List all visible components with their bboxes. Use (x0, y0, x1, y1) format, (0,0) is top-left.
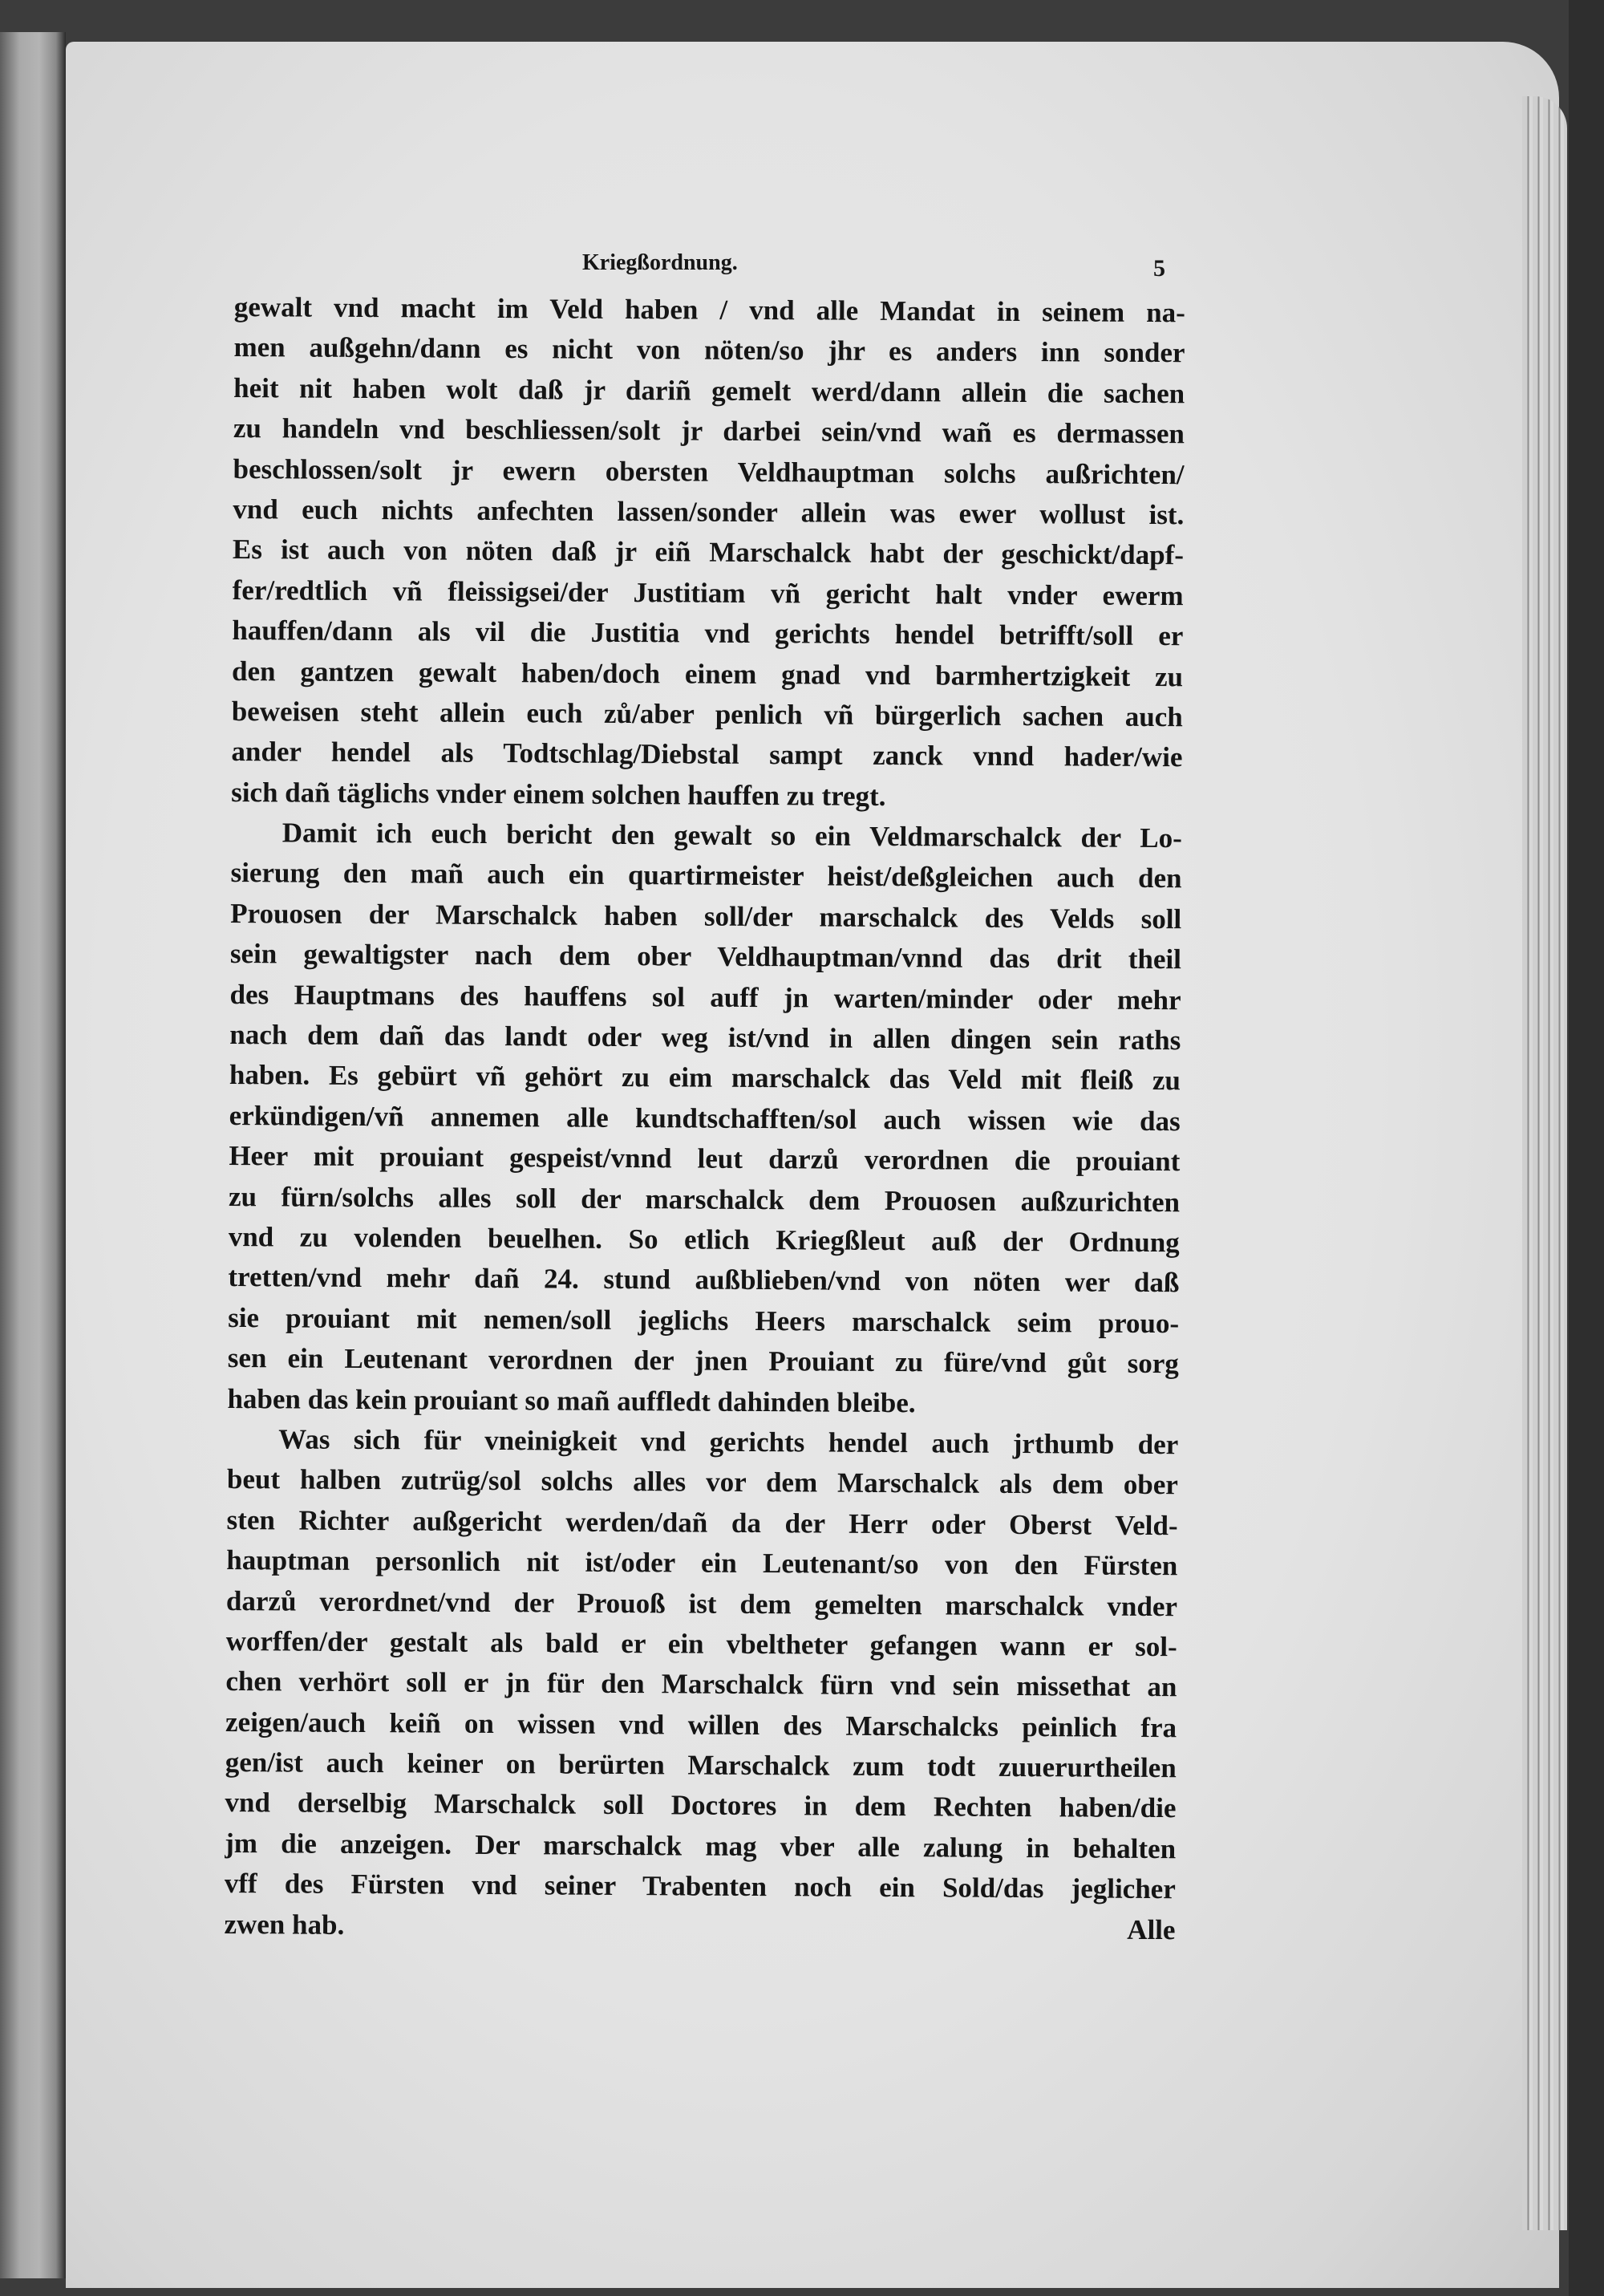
text-line: Es ist auch von nöten daß jr eiñ Marschalck habt der geschickt/dapf- (232, 533, 1185, 571)
scanner-background (1569, 0, 1604, 2296)
page-stack-edges (1522, 96, 1567, 2230)
text-line: vnd derselbig Marschalck soll Doctores in dem Rechten haben/die (225, 1787, 1177, 1824)
text-line: Heer mit prouiant gespeist/vnnd leut darzů verordnen die prouiant (229, 1140, 1181, 1178)
catchword: Alle (1127, 1913, 1176, 1945)
text-line: darzů verordnet/vnd der Prouoß ist dem gemelten marschalck vnder (225, 1584, 1178, 1622)
text-line: zu handeln vnd beschliessen/solt jr darbei sein/vnd wañ es dermassen (233, 412, 1185, 450)
text-line: heit nit haben wolt daß jr dariñ gemelt werd/dann allein die sachen (233, 371, 1185, 410)
text-line: gewalt vnd macht im Veld haben / vnd alle Mandat in seinem na- (233, 290, 1185, 329)
text-line: sich dañ täglichs vnder einem solchen hauffen zu tregt. (231, 776, 886, 812)
text-line: sierung den mañ auch ein quartirmeister heist/deßgleichen auch den (230, 857, 1182, 894)
text-line: sten Richter außgericht werden/dañ da der Herr oder Oberst Veld- (226, 1503, 1178, 1541)
text-line: men außgehn/dann es nicht von nöten/so jhr es anders inn sonder (233, 331, 1185, 369)
text-line: jm die anzeigen. Der marschalck mag vber alle zalung in behalten (225, 1827, 1177, 1865)
text-line: fer/redtlich vñ fleissigsei/der Justitiam vñ gericht halt vnder ewerm (232, 574, 1184, 611)
text-line: nach dem dañ das landt oder weg ist/vnd in allen dingen sein raths (229, 1019, 1181, 1057)
page-number: 5 (1153, 255, 1165, 282)
last-text-line (224, 1905, 1175, 1951)
body-text (224, 287, 1185, 1950)
text-line: haben. Es gebürt vñ gehört zu eim marschalck das Veld mit fleiß zu (229, 1059, 1181, 1097)
text-line: zeigen/auch keiñ on wissen vnd willen des Marschalcks peinlich fra (225, 1706, 1177, 1743)
text-line: hauptman personlich nit ist/oder ein Leutenant/so von den Fürsten (226, 1544, 1178, 1582)
text-line: beschlossen/solt jr ewern obersten Veldhauptman solchs außrichten/ (233, 452, 1185, 490)
text-line: ander hendel als Todtschlag/Diebstal sampt zanck vnnd hader/wie (231, 736, 1183, 773)
text-line: Was sich für vneinigkeit vnd gerichts hendel auch jrthumb der (278, 1423, 1179, 1461)
running-title: Kriegßordnung. (582, 250, 738, 275)
text-line: tretten/vnd mehr dañ 24. stund außblieben/vnd von nöten wer daß (228, 1261, 1180, 1299)
text-line: Damit ich euch bericht den gewalt so ein Veldmarschalck der Lo- (282, 817, 1182, 854)
text-line: haben das kein prouiant so mañ auffledt dahinden bleibe. (227, 1382, 916, 1418)
text-line: worffen/der gestalt als bald er ein vbeltheter gefangen wann er sol- (225, 1625, 1177, 1663)
text-line: vnd euch nichts anfechten lassen/sonder allein was ewer wollust ist. (233, 493, 1185, 531)
text-line: beut halben zutrüg/sol solchs alles vor dem Marschalck als dem ober (226, 1463, 1179, 1501)
text-line: den gantzen gewalt haben/doch einem gnad vnd barmhertzigkeit zu (231, 655, 1184, 692)
text-line: zu fürn/solchs alles soll der marschalck dem Prouosen außzurichten (228, 1180, 1181, 1218)
text-line: erkündigen/vñ annemen alle kundtschafften/sol auch wissen wie das (229, 1099, 1181, 1138)
text-line: beweisen steht allein euch zů/aber penlich vñ bürgerlich sachen auch (231, 695, 1183, 733)
text-line: zwen hab. (224, 1908, 345, 1941)
text-line: gen/ist auch keiner on berürten Marschalck zum todt zuuerurtheilen (225, 1746, 1177, 1784)
facing-page-edge (0, 32, 66, 2278)
text-line: chen verhört soll er jn für den Marschalck fürn vnd sein missethat an (225, 1665, 1177, 1703)
text-line: hauffen/dann als vil die Justitia vnd gerichts hendel betrifft/soll er (232, 615, 1184, 652)
text-line: des Hauptmans des hauffens sol auff jn warten/minder oder mehr (229, 978, 1181, 1016)
text-line: sie prouiant mit nemen/soll jeglichs Heers marschalck seim prouo- (228, 1301, 1180, 1339)
text-line: vff des Fürsten vnd seiner Trabenten noch ein Sold/das jeglicher (224, 1868, 1176, 1905)
text-line: sein gewaltigster nach dem ober Veldhauptman/vnnd das drit theil (229, 938, 1182, 976)
text-line: vnd zu volenden beuelhen. So etlich Kriegßleut auß der Ordnung (228, 1220, 1180, 1259)
text-line: sen ein Leutenant verordnen der jnen Prouiant zu füre/vnd gůt sorg (227, 1342, 1179, 1380)
text-line: Prouosen der Marschalck haben soll/der marschalck des Velds soll (230, 897, 1182, 935)
